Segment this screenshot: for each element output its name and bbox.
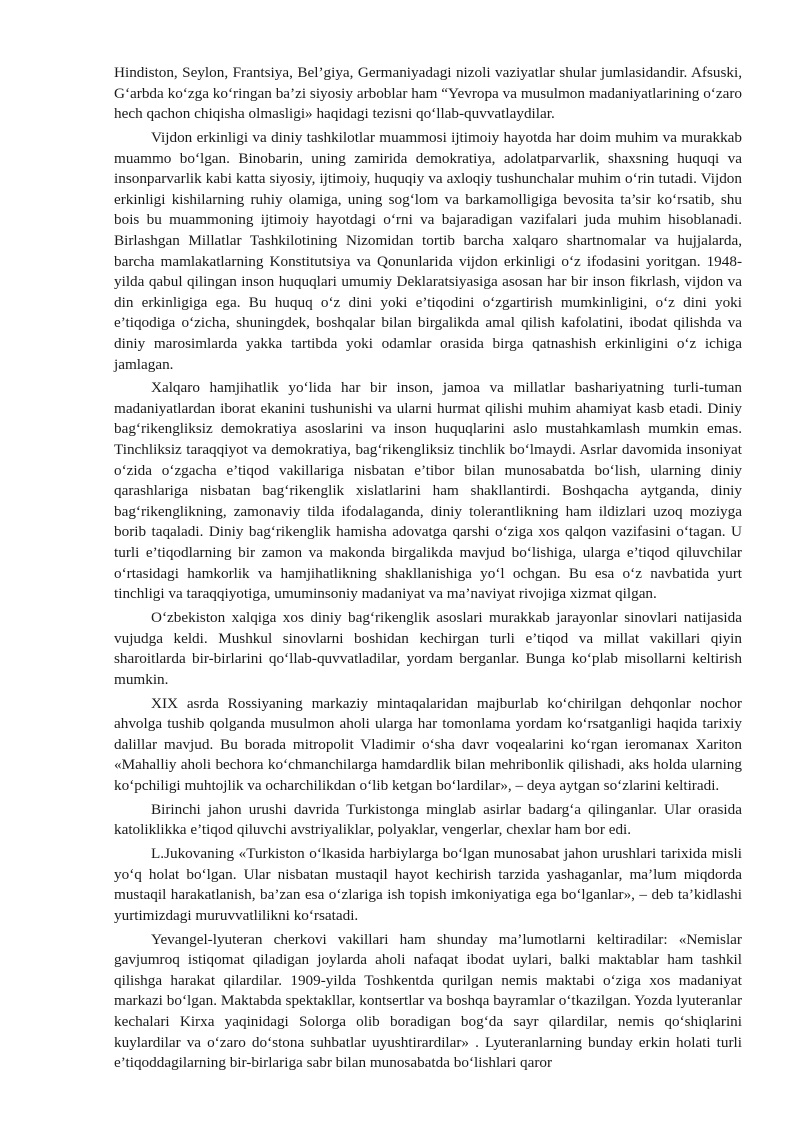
paragraph-2: Vijdon erkinligi va diniy tashkilotlar muammosi ijtimoiy hayotda har doim muhim va murakkab muammo bo‘lgan. Binobarin, uning zamirida demokratiya, adolatparvarlik, shaxsning huquqi va insonparvarlik kabi katta siyosiy, ijtimoiy, huquqiy va axloqiy tushunchalar muhim o‘rin tutadi. Vijdon erkinligi kishilarning ruhiy olamiga, uning sog‘lom va barkamolligiga bevosita ta’sir ko‘rsatib, shu bois bu muammoning ijtimoiy hayotdagi o‘rni va bajaradigan vazifalari juda muhim hisoblanadi. Birlashgan Millatlar Tashkilotining Nizomidan tortib barcha xalqaro shartnomalar va hujjalarda, barcha mamlakatlarning Konstitutsiya va Qonunlarida vijdon erkinligi o‘z ifodasini yoritgan. 1948-yilda qabul qilingan inson huquqlari umumiy Deklaratsiyasiga asosan har bir inson fikrlash, vijdon va din erkinligiga ega. Bu huquq o‘z dini yoki e’tiqodini o‘zgartirish mumkinligini, o‘z dini yoki e’tiqodiga o‘zicha, shuningdek, boshqalar bilan birgalikda amal qilish kafolatini, ibodat qilishda va diniy marosimlarda yakka tartibda yoki odamlar orasida birga qatnashish erkinligini o‘z ichiga jamlagan. xyxy=(114,128,742,373)
paragraph-1: Hindiston, Seylon, Frantsiya, Bel’giya, Germaniyadagi nizoli vaziyatlar shular jumlasidandir. Afsuski, G‘arbda ko‘zga ko‘ringan ba’zi siyosiy arboblar ham “Yevropa va musulmon madaniyatlarining o‘zaro hech qachon chiqisha olmasligi» haqidagi tezisni qo‘llab-quvvatlaydilar. xyxy=(114,64,742,123)
paragraph-4: O‘zbekiston xalqiga xos diniy bag‘rikenglik asoslari murakkab jarayonlar sinovlari natijasida vujudga keldi. Mushkul sinovlarni boshidan kechirgan turli e’tiqod va millat vakillari qiyin sharoitlarda bir-birlarini qo‘llab-quvvatladilar, yordam berganlar. Bunga ko‘plab misollarni keltirish mumkin. xyxy=(114,609,742,688)
paragraph-7: L.Jukovaning «Turkiston o‘lkasida harbiylarga bo‘lgan munosabat jahon urushlari tarixida misli yo‘q holat bo‘lgan. Ular nisbatan mustaqil hayot kechirish tarzida yashaganlar, ma’lum miqdorda mustaqil harakatlanish, ba’zan esa o‘zlariga ish topish imkoniyatiga ega bo‘lganlar», – deb ta’kidlashi yurtimizdagi muruvvatlilikni ko‘rsatadi. xyxy=(114,845,742,924)
document-page xyxy=(114,63,742,1077)
paragraph-8: Yevangel-lyuteran cherkovi vakillari ham shunday ma’lumotlarni keltiradilar: «Nemislar gavjumroq istiqomat qiladigan joylarda aholi nafaqat ibodat uylari, balki maktablar ham tashkil qilishga harakat qilardilar. 1909-yilda Toshkentda qurilgan nemis maktabi o‘ziga xos madaniyat markazi bo‘lgan. Maktabda spektakllar, kontsertlar va boshqa bayramlar o‘tkazilgan. Yozda lyuteranlar kechalari Kirxa yaqinidagi Solorga olib boradigan bog‘da sayr qilardilar, nemis qo‘shiqlarini kuylardilar va o‘zaro do‘stona suhbatlar uyushtirardilar» . Lyuteranlarning bunday erkin holati turli e’tiqoddagilarning bir-birlariga sabr bilan munosabatda bo‘lishlari qaror xyxy=(114,930,742,1072)
paragraph-6: Birinchi jahon urushi davrida Turkistonga minglab asirlar badarg‘a qilinganlar. Ular orasida katoliklikka e’tiqod qiluvchi avstriyaliklar, polyaklar, vengerlar, chexlar ham bor edi. xyxy=(114,800,742,839)
paragraph-5: XIX asrda Rossiyaning markaziy mintaqalaridan majburlab ko‘chirilgan dehqonlar nochor ahvolga tushib qolganda musulmon aholi ularga har tomonlama yordam ko‘rsatganligi haqida tarixiy dalillar mavjud. Bu borada mitropolit Vladimir o‘sha davr voqealarini ko‘rgan ieromanax Xariton «Mahalliy aholi bechora ko‘chmanchilarga hamdardlik bilan mehribonlik qilishadi, aks holda ularning ko‘pchiligi muhtojlik va ocharchilikdan o‘lib ketgan bo‘lardilar», – deya aytgan so‘zlarini keltiradi. xyxy=(114,694,742,794)
paragraph-3: Xalqaro hamjihatlik yo‘lida har bir inson, jamoa va millatlar bashariyatning turli-tuman madaniyatlardan iborat ekanini tushunishi va ularni hurmat qilishi muhim ahamiyat kasb etadi. Diniy bag‘rikengliksiz demokratiya asoslarini va inson huquqlarini aslo mustahkamlash mumkin emas. Tinchliksiz taraqqiyot va demokratiya, bag‘rikengliksiz tinchlik bo‘lmaydi. Asrlar davomida insoniyat o‘zida o‘zgacha e’tiqod vakillariga nisbatan e’tibor bilan munosabatda bo‘lish, ularning diniy qarashlariga nisbatan bag‘rikenglik xislatlarini ham shakllantirdi. Boshqacha aytganda, diniy bag‘rikenglikning, zamonaviy tilda ifodalaganda, diniy tolerantlikning ham ildizlari uzoq moziyga borib taqaladi. Diniy bag‘rikenglik hamisha adovatga qarshi o‘ziga xos qalqon vazifasini o‘tagan. U turli e’tiqodlarning bir zamon va makonda birgalikda mavjud bo‘lishiga, ularga e’tiqod qiluvchilar o‘rtasidagi hamkorlik va hamjihatlikning shakllanishiga yo‘l ochgan. Bu esa o‘z navbatida yurt tinchligi va taraqqiyotiga, umuminsoniy madaniyat va ma’naviyat rivojiga xizmat qilgan. xyxy=(114,379,742,603)
